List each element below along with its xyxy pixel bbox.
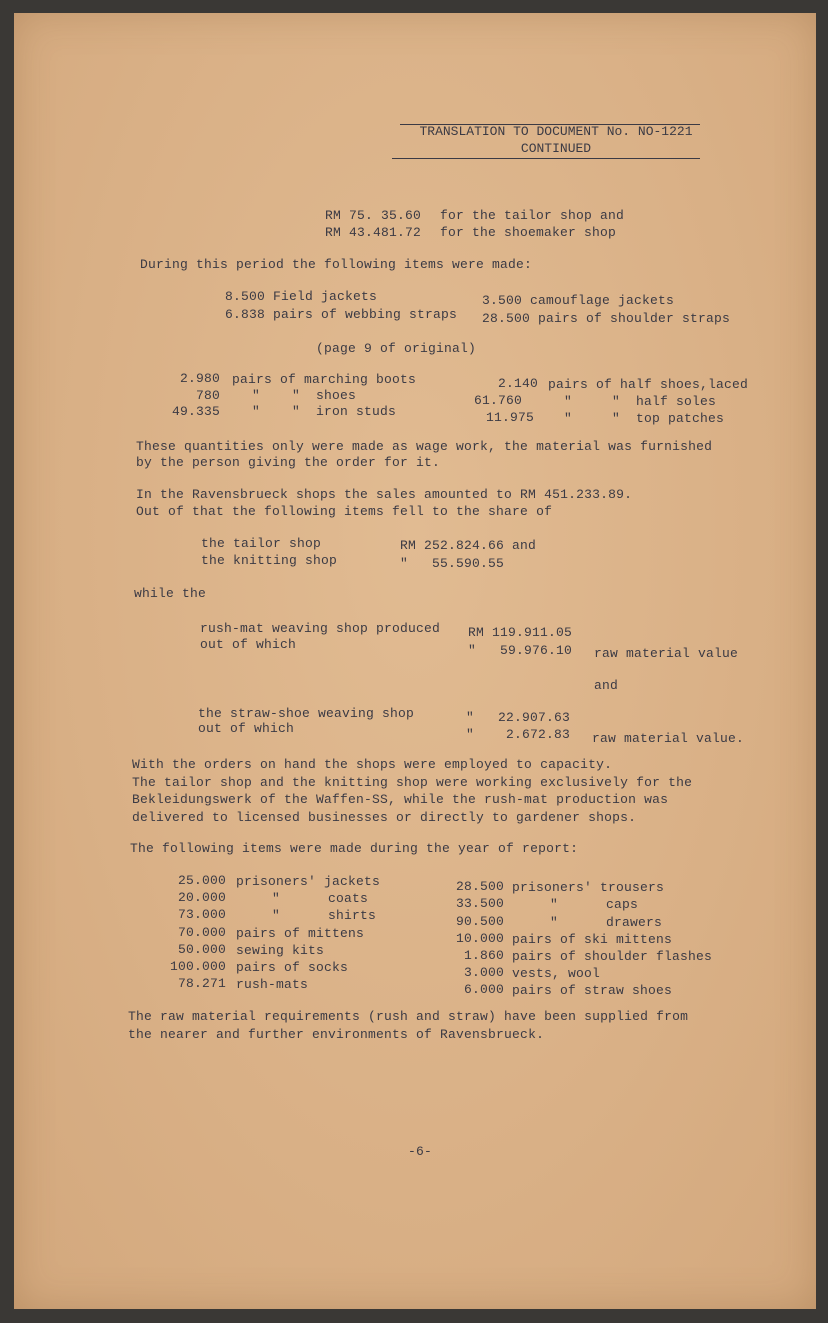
list3-li-5: sewing kits [236,943,325,958]
list2-ritem-1: pairs of half shoes,laced [548,377,749,392]
list2-item-1: pairs of marching boots [232,372,417,387]
list2-ritem-3: " " top patches [564,411,725,426]
rush-note: raw material value [594,646,739,661]
list3-li-6: pairs of socks [236,960,349,975]
header-title: TRANSLATION TO DOCUMENT No. NO-1221 [419,124,693,139]
list3-rq-2: 33.500 [456,896,505,911]
list2-rqty-1: 2.140 [498,376,539,391]
list3-rq-1: 28.500 [456,879,505,894]
share-amount-knitting: " 55.590.55 [400,556,505,571]
total-amount-1: RM 75. 35.60 [325,208,422,223]
header-rule-bottom [392,158,700,159]
share-name-knitting: the knitting shop [201,553,338,568]
list3-li-2: " coats [272,891,369,906]
list2-item-3: " " iron studs [252,404,397,419]
total-desc-2: for the shoemaker shop [440,225,617,240]
list3-rq-3: 90.500 [456,914,505,929]
paragraph-sales-line2: Out of that the following items fell to the share of [136,504,553,519]
paragraph-capacity-line3: Bekleidungswerk of the Waffen-SS, while the rush-mat production was [132,792,669,807]
list2-qty-1: 2.980 [180,371,221,386]
list2-item-2: " " shoes [252,388,357,403]
list3-rq-5: 1.860 [464,948,505,963]
paragraph-sales-line1: In the Ravensbrueck shops the sales amounted to RM 451.233.89. [136,487,633,502]
list2-qty-3: 49.335 [172,404,221,419]
list3-ri-3: " drawers [550,915,663,930]
list3-ri-1: prisoners' trousers [512,880,665,895]
paragraph-raw-material-line1: The raw material requirements (rush and straw) have been supplied from [128,1009,689,1024]
list2-qty-2: 780 [196,388,221,403]
list3-li-4: pairs of mittens [236,926,365,941]
straw-amount-1: " 22.907.63 [466,710,571,725]
paragraph-raw-material-line2: the nearer and further environments of Ravensbrueck. [128,1027,545,1042]
paragraph-capacity-line4: delivered to licensed businesses or directly to gardener shops. [132,810,637,825]
list3-ri-6: vests, wool [512,966,601,981]
while-text: while the [134,586,207,601]
list3-ri-7: pairs of straw shoes [512,983,673,998]
list3-li-3: " shirts [272,908,377,923]
list3-lq-3: 73.000 [178,907,227,922]
header-subtitle: CONTINUED [520,141,592,156]
list3-lq-5: 50.000 [178,942,227,957]
list3-ri-4: pairs of ski mittens [512,932,673,947]
paragraph-capacity-line1: With the orders on hand the shops were employed to capacity. [132,757,613,772]
total-amount-2: RM 43.481.72 [325,225,422,240]
straw-name-2: out of which [198,721,295,736]
paragraph-year-report: The following items were made during the year of report: [130,841,579,856]
rush-amount-2: " 59.976.10 [468,643,573,658]
share-amount-tailor: RM 252.824.66 and [400,538,537,553]
page-note: (page 9 of original) [316,341,477,356]
list2-rqty-3: 11.975 [486,410,535,425]
paragraph-wage-line2: by the person giving the order for it. [136,455,441,470]
rush-name-1: rush-mat weaving shop produced [200,621,441,636]
share-name-tailor: the tailor shop [201,536,322,551]
list2-ritem-2: " " half soles [564,394,717,409]
list3-lq-7: 78.271 [178,976,227,991]
list3-lq-2: 20.000 [178,890,227,905]
total-desc-1: for the tailor shop and [440,208,625,223]
list3-rq-4: 10.000 [456,931,505,946]
paragraph-wage-line1: These quantities only were made as wage work, the material was furnished [136,439,713,454]
list3-ri-5: pairs of shoulder flashes [512,949,713,964]
list3-rq-6: 3.000 [464,965,505,980]
rush-and: and [594,678,619,693]
list3-li-1: prisoners' jackets [236,874,381,889]
paragraph-period: During this period the following items were made: [140,257,533,272]
list1-right-2: 28.500 pairs of shoulder straps [482,311,731,326]
list3-rq-7: 6.000 [464,982,505,997]
list3-lq-6: 100.000 [170,959,227,974]
page-number: -6- [408,1144,433,1159]
list3-lq-4: 70.000 [178,925,227,940]
rush-amount-1: RM 119.911.05 [468,625,573,640]
paragraph-capacity-line2: The tailor shop and the knitting shop were working exclusively for the [132,775,693,790]
list1-right-1: 3.500 camouflage jackets [482,293,675,308]
rush-name-2: out of which [200,637,297,652]
list3-li-7: rush-mats [236,977,309,992]
list1-left-2: 6.838 pairs of webbing straps [225,307,458,322]
straw-amount-2: " 2.672.83 [466,727,571,742]
straw-name-1: the straw-shoe weaving shop [198,706,415,721]
list1-left-1: 8.500 Field jackets [225,289,378,304]
document-page [14,13,816,1309]
list2-rqty-2: 61.760 [474,393,523,408]
straw-note: raw material value. [592,731,745,746]
list3-ri-2: " caps [550,897,639,912]
list3-lq-1: 25.000 [178,873,227,888]
